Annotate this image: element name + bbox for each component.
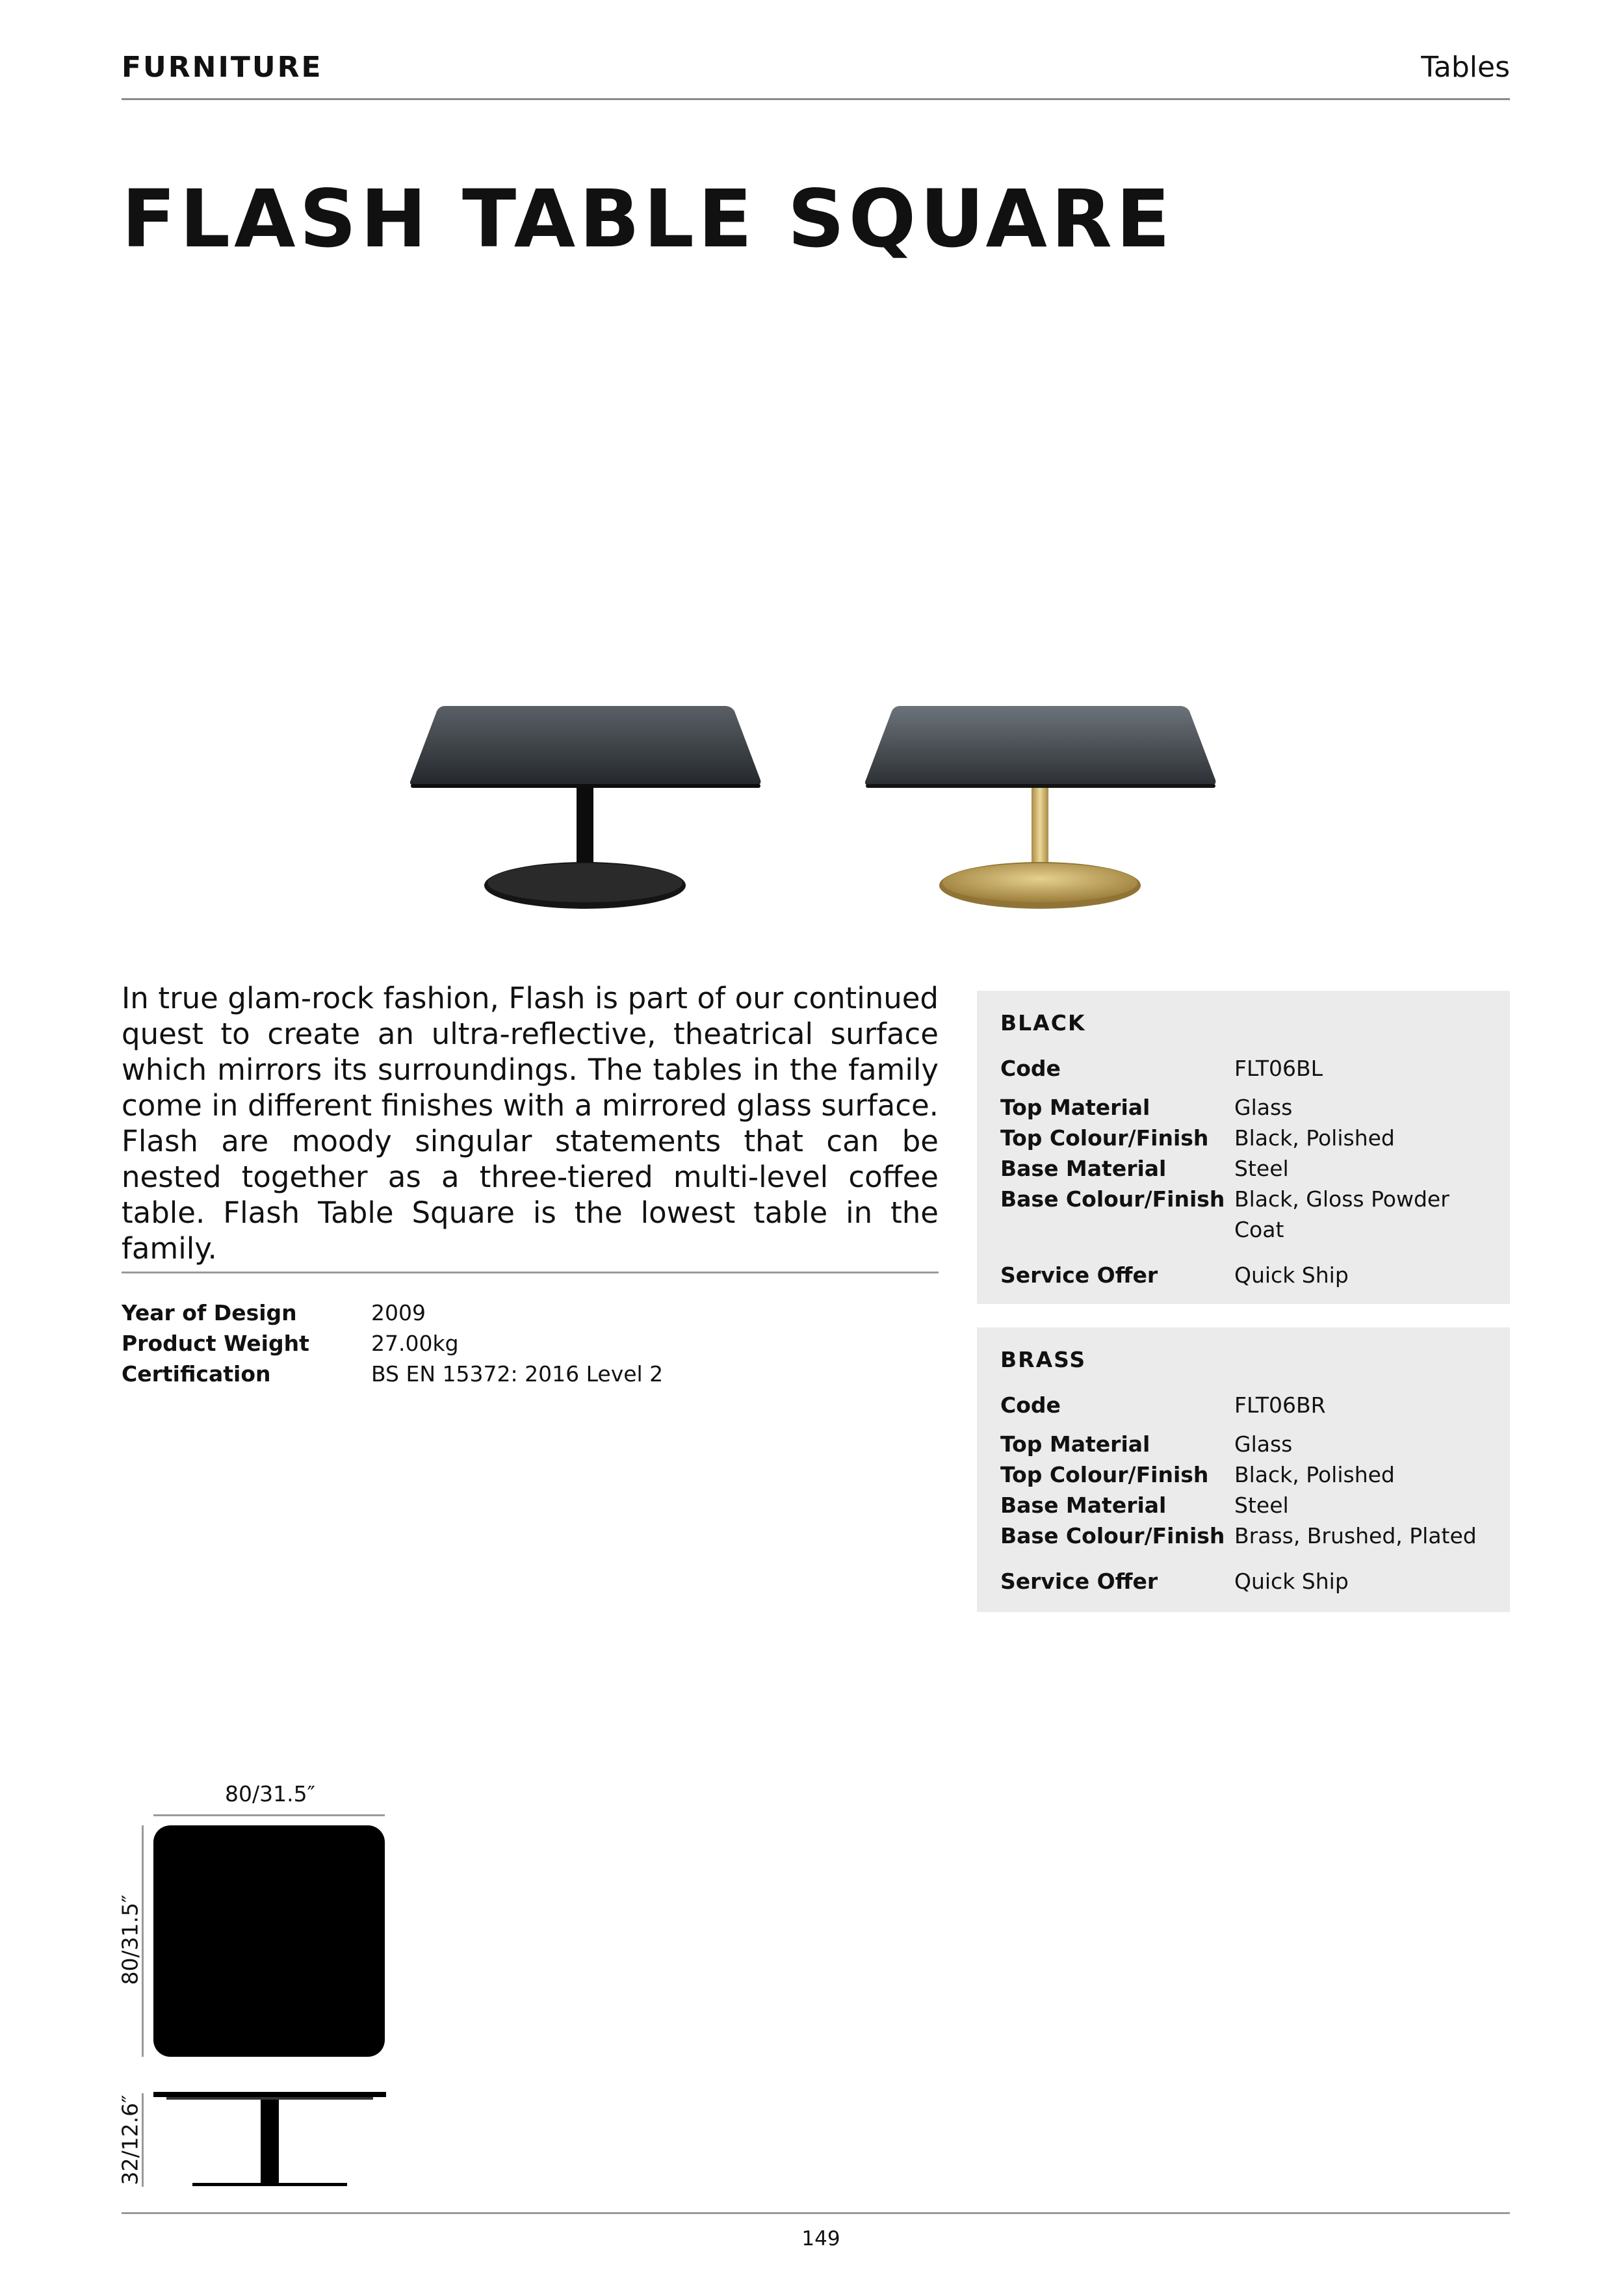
brass-table-image [865, 706, 1215, 909]
row-label: Base Colour/Finish [1000, 1186, 1225, 1212]
variant-row-code [1000, 1390, 1487, 1420]
row-label: Top Colour/Finish [1000, 1125, 1209, 1151]
variant-row-top-finish [1000, 1459, 1487, 1490]
product-photo [396, 702, 1235, 917]
row-value: Glass [1234, 1431, 1293, 1457]
dimension-depth-label: 80/31.5″ [117, 1894, 143, 1985]
variant-row-base-finish [1000, 1520, 1487, 1551]
spec-label: Year of Design [122, 1300, 297, 1325]
product-description: In true glam-rock fashion, Flash is part of our continued quest to create an ultra-reflective, theatrical surface which mirrors its surroundings. The tables in the family come in different finishes with a mirrored glass surface. Flash are moody singular statements that can be nested together as a three-tiered multi-level coffee table. Flash Table Square is the lowest table in the family. [122, 981, 939, 1266]
header-divider [122, 98, 1510, 100]
category-label: Tables [1421, 51, 1510, 84]
spec-row-certification [122, 1359, 663, 1389]
row-label: Service Offer [1000, 1262, 1158, 1288]
dimension-width-label: 80/31.5″ [225, 1781, 315, 1807]
spec-value: BS EN 15372: 2016 Level 2 [371, 1361, 664, 1387]
variant-row-base-material [1000, 1490, 1487, 1520]
row-value: Black, Gloss Powder Coat [1234, 1186, 1449, 1242]
variant-row-top-material [1000, 1092, 1487, 1123]
table-top-view-drawing [153, 1825, 385, 2057]
spec-label: Product Weight [122, 1331, 309, 1356]
row-label: Code [1000, 1056, 1061, 1081]
table-side-view-drawing [153, 2092, 387, 2189]
spec-row-weight [122, 1328, 663, 1359]
footer-divider [122, 2212, 1510, 2214]
row-label: Code [1000, 1392, 1061, 1418]
black-table-image [410, 706, 760, 909]
row-label: Base Material [1000, 1493, 1167, 1518]
row-value: Brass, Brushed, Plated [1234, 1523, 1477, 1548]
description-divider [122, 1272, 939, 1273]
variant-row-service [1000, 1260, 1487, 1290]
row-label: Service Offer [1000, 1569, 1158, 1594]
variant-row-service [1000, 1566, 1487, 1597]
variant-title: BRASS [1000, 1347, 1087, 1372]
row-value: Black, Polished [1234, 1125, 1395, 1151]
page-title: FLASH TABLE SQUARE [122, 173, 1175, 265]
row-value: Black, Polished [1234, 1462, 1395, 1487]
product-code: FLT06BR [1234, 1392, 1326, 1418]
spec-label: Certification [122, 1361, 271, 1387]
row-label: Base Colour/Finish [1000, 1523, 1225, 1548]
variant-row-top-finish [1000, 1123, 1487, 1153]
section-label: FURNITURE [122, 51, 323, 84]
row-value: Quick Ship [1234, 1262, 1349, 1288]
row-value: Steel [1234, 1493, 1289, 1518]
spec-value: 2009 [371, 1300, 426, 1325]
dimension-height-label: 32/12.6″ [117, 2094, 143, 2185]
variant-row-base-finish [1000, 1184, 1487, 1245]
product-code: FLT06BL [1234, 1056, 1323, 1081]
variant-panel-brass [977, 1327, 1510, 1612]
spec-table [122, 1298, 663, 1389]
row-label: Base Material [1000, 1156, 1167, 1181]
row-value: Quick Ship [1234, 1569, 1349, 1594]
dimension-width-line [153, 1814, 385, 1816]
variant-row-base-material [1000, 1153, 1487, 1184]
row-label: Top Colour/Finish [1000, 1462, 1209, 1487]
variant-title: BLACK [1000, 1010, 1086, 1036]
variant-row-code [1000, 1053, 1487, 1084]
spec-value: 27.00kg [371, 1331, 459, 1356]
variant-row-top-material [1000, 1429, 1487, 1459]
variant-panel-black [977, 991, 1510, 1304]
spec-row-year [122, 1298, 663, 1328]
row-label: Top Material [1000, 1095, 1150, 1120]
row-value: Glass [1234, 1095, 1293, 1120]
row-label: Top Material [1000, 1431, 1150, 1457]
page-number: 149 [801, 2227, 840, 2250]
row-value: Steel [1234, 1156, 1289, 1181]
